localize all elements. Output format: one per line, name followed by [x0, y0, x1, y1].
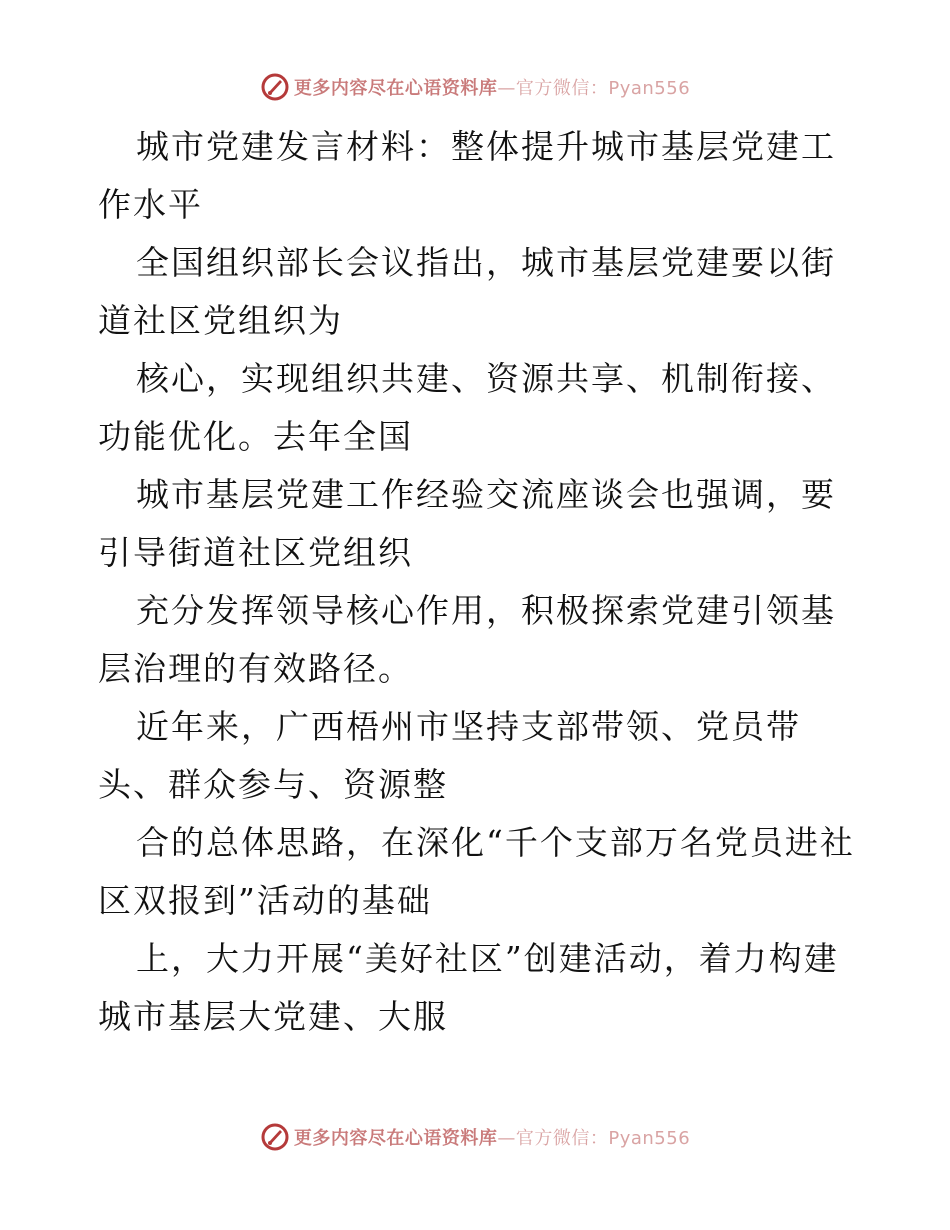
paragraph: 近年来，广西梧州市坚持支部带领、党员带头、群众参与、资源整	[98, 707, 801, 804]
footer-separator: —	[497, 1128, 516, 1149]
paragraph: 全国组织部长会议指出，城市基层党建要以街道社区党组织为	[98, 243, 836, 340]
header-banner-inner	[260, 72, 690, 102]
paragraph: 核心，实现组织共建、资源共享、机制衔接、功能优化。去年全国	[98, 359, 836, 456]
footer-banner-inner	[260, 1122, 690, 1152]
footer-banner-text	[294, 1124, 690, 1150]
paragraph: 合的总体思路，在深化“千个支部万名党员进社区双报到”活动的基础	[98, 823, 855, 920]
document-body	[98, 118, 858, 1046]
logo-icon	[260, 1122, 290, 1152]
footer-brand-text: 更多内容尽在心语资料库	[293, 1128, 498, 1149]
paragraph: 上，大力开展“美好社区”创建活动，着力构建城市基层大党建、大服	[98, 939, 839, 1036]
header-wechat-text: 官方微信：Pyan556	[515, 78, 691, 99]
header-brand-text: 更多内容尽在心语资料库	[293, 78, 498, 99]
header-banner	[0, 72, 950, 102]
paragraph: 城市基层党建工作经验交流座谈会也强调，要引导街道社区党组织	[98, 475, 836, 572]
header-separator: —	[497, 78, 516, 99]
document-title: 城市党建发言材料：整体提升城市基层党建工作水平	[98, 127, 836, 224]
footer-wechat-text: 官方微信：Pyan556	[515, 1128, 691, 1149]
logo-icon	[260, 72, 290, 102]
paragraph: 充分发挥领导核心作用，积极探索党建引领基层治理的有效路径。	[98, 591, 836, 688]
header-banner-text	[294, 74, 690, 100]
footer-banner	[0, 1122, 950, 1152]
